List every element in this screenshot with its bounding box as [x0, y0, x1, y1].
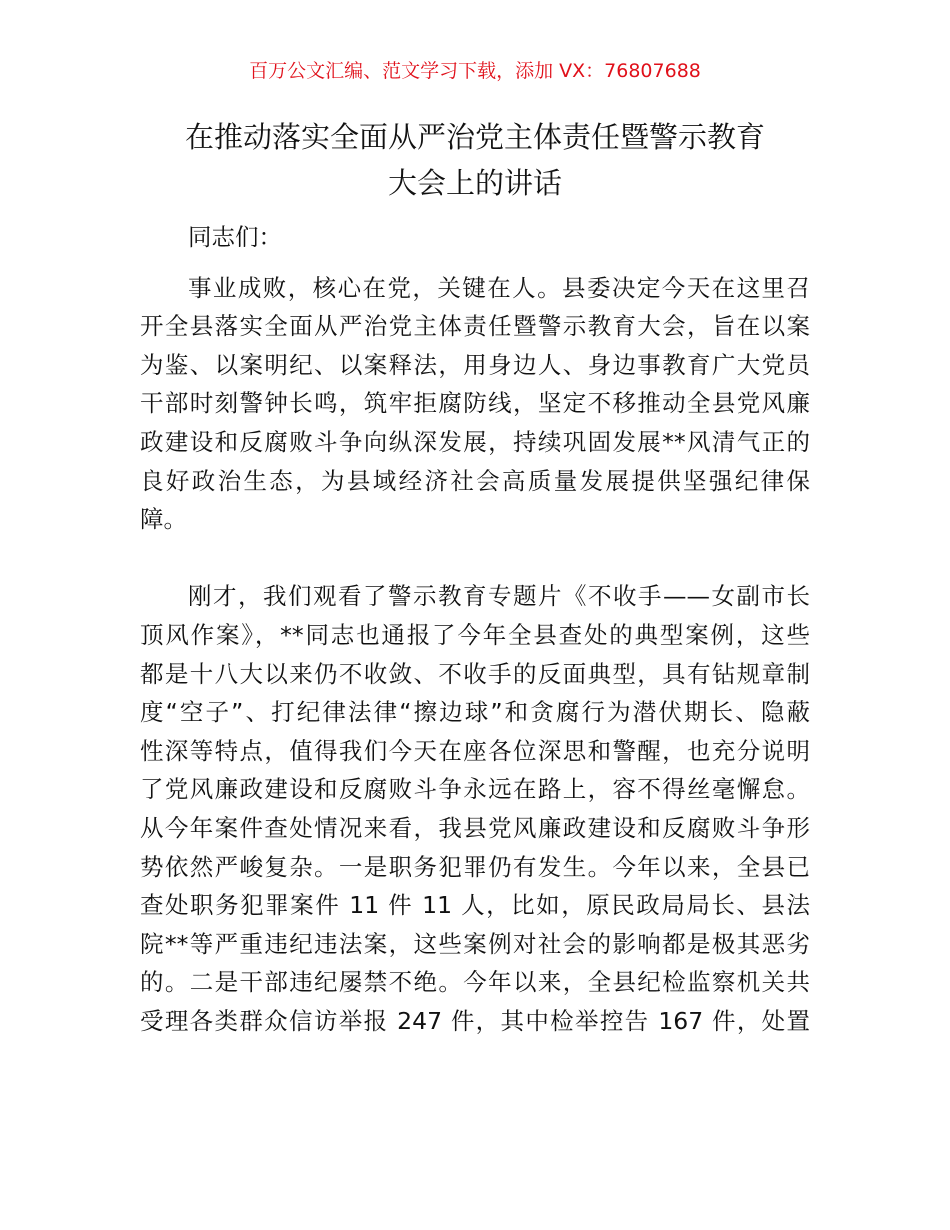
text-line: 事业成败，核心在党，关键在人。县委决定今天在这里召 [188, 273, 810, 302]
text-line: 刚才，我们观看了警示教育专题片《不收手——女副市长 [188, 582, 810, 611]
text-line: 受理各类群众信访举报 247 件，其中检举控告 167 件，处置 [140, 1006, 810, 1035]
text-line: 了党风廉政建设和反腐败斗争永远在路上，容不得丝毫懈怠。 [140, 775, 810, 804]
text-line: 干部时刻警钟长鸣，筑牢拒腐防线，坚定不移推动全县党风廉 [140, 389, 810, 418]
text-line: 都是十八大以来仍不收敛、不收手的反面典型，具有钻规章制 [140, 659, 810, 688]
text-line: 从今年案件查处情况来看，我县党风廉政建设和反腐败斗争形 [140, 813, 810, 842]
text-line: 政建设和反腐败斗争向纵深发展，持续巩固发展**风清气正的 [140, 427, 810, 456]
text-line: 院**等严重违纪违法案，这些案例对社会的影响都是极其恶劣 [140, 929, 810, 958]
text-line: 良好政治生态，为县域经济社会高质量发展提供坚强纪律保 [140, 466, 810, 495]
text-line: 性深等特点，值得我们今天在座各位深思和警醒，也充分说明 [140, 736, 810, 765]
title-line: 大会上的讲话 [387, 166, 562, 200]
text-line: 为鉴、以案明纪、以案释法，用身边人、身边事教育广大党员 [140, 350, 810, 379]
document-body [140, 218, 810, 1040]
text-line: 开全县落实全面从严治党主体责任暨警示教育大会，旨在以案 [140, 312, 810, 341]
watermark-header: 百万公文汇编、范文学习下载，添加 VX：76807688 [249, 60, 701, 82]
salutation: 同志们： [188, 223, 282, 251]
title-line: 在推动落实全面从严治党主体责任暨警示教育 [184, 120, 765, 154]
paragraph-1 [140, 269, 810, 539]
text-line: 势依然严峻复杂。一是职务犯罪仍有发生。今年以来，全县已 [140, 852, 810, 881]
text-line: 的。二是干部违纪屡禁不绝。今年以来，全县纪检监察机关共 [140, 968, 810, 997]
text-line: 度“空子”、打纪律法律“擦边球”和贪腐行为潜伏期长、隐蔽 [140, 698, 810, 727]
text-line: 障。 [140, 505, 187, 534]
text-line: 顶风作案》，**同志也通报了今年全县查处的典型案例，这些 [140, 620, 810, 649]
document-title [140, 114, 810, 206]
paragraph-2 [140, 577, 810, 1040]
text-line: 查处职务犯罪案件 11 件 11 人，比如，原民政局局长、县法 [140, 891, 810, 920]
